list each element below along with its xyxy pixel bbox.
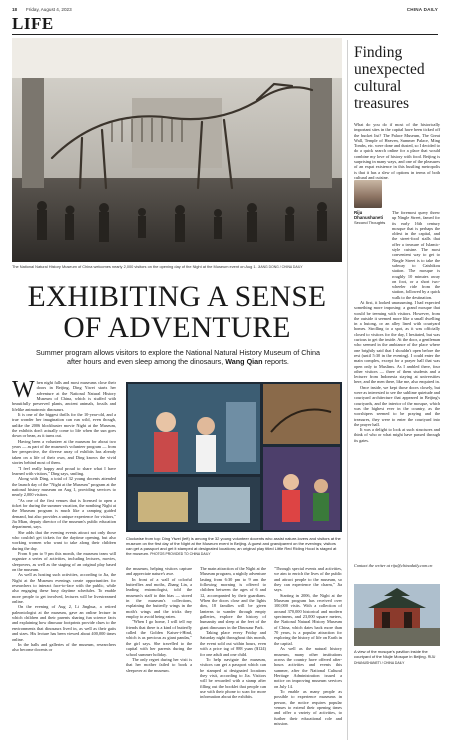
paragraph: As well as hosting such activities, according to Jia, the Night at the Museum evenings create opportunities for researchers to interact face-to-face with the public, while also engaging these busy daytime schedules. To enable more people to get involved, lectures will be livestreamed online. (12, 572, 116, 605)
paragraph: It was a delight to look at such structures and think of who or what might have passed through its gates. (354, 427, 440, 443)
paragraph: To help navigate the museum, visitors can get a passport which can be stamped at designated locations they visit, according to Jia. Visitors will be rewarded with a stamp after filling out the booklet that people can use with their phone to scan for more information about the exhibits. (200, 656, 266, 700)
columnist-name: Riju Dhanushaneti (354, 210, 384, 220)
article-subhead (32, 348, 324, 366)
main-photo-caption-text: The National Natural History Museum of China welcomes nearly 2,000 visitors on the opening day of the Night at the Museum event on Aug 1. (12, 264, 257, 269)
photo-collage-illustration (126, 382, 342, 532)
museum-hall-illustration (12, 38, 342, 262)
article-column-1 (12, 377, 116, 653)
mosque-pavilion-illustration (354, 584, 440, 646)
sidebar-title: Finding unexpected cultural treasures (354, 44, 425, 112)
paragraph: "When I go home, I will tell my friends that there is a kind of butterfly called the Golden Kaiser-i-Hind, which is as precious as giant pandas," the girl says. She travelled to the capital with her parents during the school summer holiday. (126, 619, 192, 657)
sidebar-body (354, 210, 440, 300)
paragraph: the museum, helping visitors capture and appreciate nature's awe. (126, 566, 192, 577)
paragraph: The foremost query threw up Ningle Street, famed for its early 16th century mosque that is perhaps the oldest in the capital, and the street-food stalls that offer a treasure of Islamic-style cuisine. The most convenient way to get to Ningle Street is to take the subway to Caishikou station. The mosque is roughly 10 minutes away on foot, or a short two-wheeler ride from the station, followed by a quick walk to the destination. (392, 210, 440, 300)
paragraph: Having been a volunteer at the museum for about two years — as part of the museum's volunteer program — from her perspective, the diverse array of exhibits has already taken on a life of their own, and Ding knows the vivid stories behind most of them. (12, 438, 116, 466)
paragraph: "I feel really happy and proud to share what I have learned with visitors," Ding says, smiling. (12, 465, 116, 476)
main-photo-credit: JIANG DONG / CHINA DAILY (257, 265, 303, 269)
paragraph: In the halls and galleries of the museum, researchers also become docents or (12, 641, 116, 653)
article-column-3 (200, 566, 266, 700)
secondary-photo-caption-text: Clockwise from top: Ding Yiwei (left) is among the 32 young volunteer docents who assist nature-lovers and visitors at the museum on the first day of the Night at the Museum event in Beijing. A guest and grandparent on the evenings; visitors can get a passport and get it stamped at designated locations; an original play titled Little Red Riding Hood is staged at the museum. (126, 536, 341, 556)
paragraph: The only regret during her visit is that her mother failed to book a sleepover at the museum. (126, 656, 192, 673)
paragraph: In front of a wall of colorful butterflies and moths, Zhang Lin, a leading entomologist, told the museum's staff to thin bias — stored in the museum's collections, explaining the butterfly wings in the moth's wings and the tricks they employ to avoid being eaten. (126, 576, 192, 620)
page-header (12, 6, 438, 16)
sidebar-contact: Contact the writer at riju@chinadaily.com.cn (354, 563, 433, 568)
paragraph: As well as the natural history museum, many other institutions across the country have offered after-hours activities and events this summer, after the National Cultural Heritage Administration issued a notice on improving museum services on July 14. (274, 646, 342, 689)
header-rule (12, 34, 438, 35)
sidebar-lede: What do you do if most of the historically important sites in the capital have been ticked off the bucket list? The Palace Museum, The Great Wall, Temple of Heaven, Summer Palace, Ming Tombs, etc. were done and dusted, so I decided to do a quick search online for a place that would combine my love of history with food. Beijing is surprising in many ways, and one of the pleasures of an expat existence in this bustling metropolis is that it has a slew of options in terms of both cultural and cuisine. (354, 122, 440, 180)
paragraph: hen night falls and most museums close their doors in Beijing, Ding Yiwei starts her adventure at the National Natural History Museum of China, which is stuffed with beautifully preserved plants, ancient animals, fossils and lifelike animatronic dinosaurs. (12, 380, 116, 412)
paragraph: It is one of the biggest thrills for the 10-year-old, and a true wonder her imagination can run wild, even though, unlike the 2006 blockbuster movie Night at the Museum, the exhibits don't actually come to life when the sun goes down or bean, as it turns out. (12, 412, 116, 439)
column-name: Second Thoughts (354, 220, 386, 225)
paragraph: "Through special events and activities, we aim to enrich the lives of the public and attract people to the museum, so they can experience the charm," Jia says. (274, 566, 342, 593)
article-headline: EXHIBITING A SENSE OF ADVENTURE (27, 281, 327, 344)
publication-name: CHINA DAILY (406, 7, 438, 12)
article-column-4 (274, 566, 342, 726)
paragraph: Starting in 2006, the Night at the Museum program has received over 100,000 visits. With a collection of around 370,000 historical and modern specimens, and 23,000 square meters, the National Natural History Museum of China, which dates back more than 70 years, is a popular attraction for exploring the history of life on Earth in the capital. (274, 592, 342, 646)
drop-cap: W (12, 377, 35, 403)
section-title: LIFE (12, 14, 54, 33)
paragraph: At first, it looked unassuming. I had expected something more imposing: a grand mosque that would be teeming with visitors. However, from the outside it seemed more like a small dwelling in a hutong, or an alley lined with courtyard homes. Strolling to a spot, as it was officially closed to visitors for the day, I hesitated, but was curious to get the inside. At the door, a gentleman who seemed in the ambiance of the place where one brightly said that I shouldn't open before the rest (until 5:30 in the evening). I could enter the main complex, except for a prayer hall that was open only to Muslims. As I ambled there, four other visitors — three of them students and a lecturer from Indonesia staying at universities here, and the men there, like me, also enquired in. (354, 300, 440, 385)
sidebar-body-continued (354, 300, 440, 443)
sidebar-photo (354, 584, 440, 646)
main-photo-caption (12, 264, 342, 270)
main-photo (12, 38, 342, 262)
paragraph: From 6 pm to 9 pm this month, the museum team will organize a series of activities, including lectures, movies, sleepovers, as well as the staging of an original play based on the museum. (12, 551, 116, 573)
paragraph: "As one of the first venues that is licensed to open a ticket for during the summer vacation, the nonthing Night at the Museum program is much like a camping guided demand, but also provides a unique experience for visitors," Jia Mian, deputy director of the museum's public education department, says. (12, 497, 116, 530)
column-divider (347, 40, 348, 740)
article-column-2 (126, 566, 192, 673)
secondary-photo-caption (126, 536, 342, 557)
subhead-end: reports. (264, 357, 289, 366)
paragraph: She adds that the evening events attract not only those who couldn't get tickets for the daytime opening, but also working women who want to take along their children during the day. (12, 529, 116, 551)
paragraph: Once inside, we kept those doors closely, but were as interested to see the sublime quietude and courtyard architecture that appeared in Beijing's courtyards, and the interior of the mosque, which was the highest ever in the country, as the worshipers seemed to be praying and the treasures, they were to enter the courtyard into the prayer hall. (354, 384, 440, 427)
secondary-photo-collage (126, 382, 342, 532)
secondary-photo-credit: PHOTOS PROVIDED TO CHINA DAILY (150, 552, 211, 556)
paragraph: Taking place every Friday and Saturday night throughout this month, the event sold out within hours, even with a price tag of 888 yuan ($124) for one adult and one child. (200, 630, 266, 657)
page-number: 18 (12, 7, 18, 12)
paragraph: Along with Ding, a total of 32 young docents attended the launch day of the "Night at the Museum" program at the national history museum on Aug 1, providing services to nearly 2,000 visitors. (12, 476, 116, 498)
sidebar-photo-caption-text: A view of the mosque's pavilion inside the courtyard of the Niujie Mosque in Beijing. (354, 649, 428, 659)
paragraph: To enable as many people as possible to experience museums in person, the notice requires popular venues to extend their opening times and offer a variety of activities, to further their educational role and mission. (274, 688, 342, 726)
subhead-text: Summer program allows visitors to explore the National Natural History Museum of China after hours and even sleep among the dinosaurs, (35, 348, 320, 366)
paragraph: On the evening of Aug 2, Li Jinghua, a retired paleontologist at the museum, gave an online lecture in which children and their parents sharing fun science facts and explaining how dinosaur footprints provide clues to the environments that dinosaurs lived in, as well as their gaits and sizes. His lecture has been viewed about 400,000 times online. (12, 604, 116, 642)
subhead-author: Wang Qian (225, 357, 263, 366)
sidebar-photo-credit: RIJU DHANUSHANETI / CHINA DAILY (354, 655, 436, 665)
sidebar-photo-caption (354, 649, 440, 666)
paragraph: The main attraction of the Night at the Museum program, a nightly adventure lasting from 6:30 pm to 9 am the following morning is offered to children between the ages of 6 and 12, accompanied by their guardians. When the doors close and the lights dim, 18 families will be given lanterns to wander through empty galleries, explore the history of humanity and sleep at the feet of the giant dinosaurs in the Dinosaur Park. (200, 566, 266, 630)
columnist-avatar (354, 180, 382, 208)
issue-date: Friday, August 4, 2023 (26, 7, 72, 12)
